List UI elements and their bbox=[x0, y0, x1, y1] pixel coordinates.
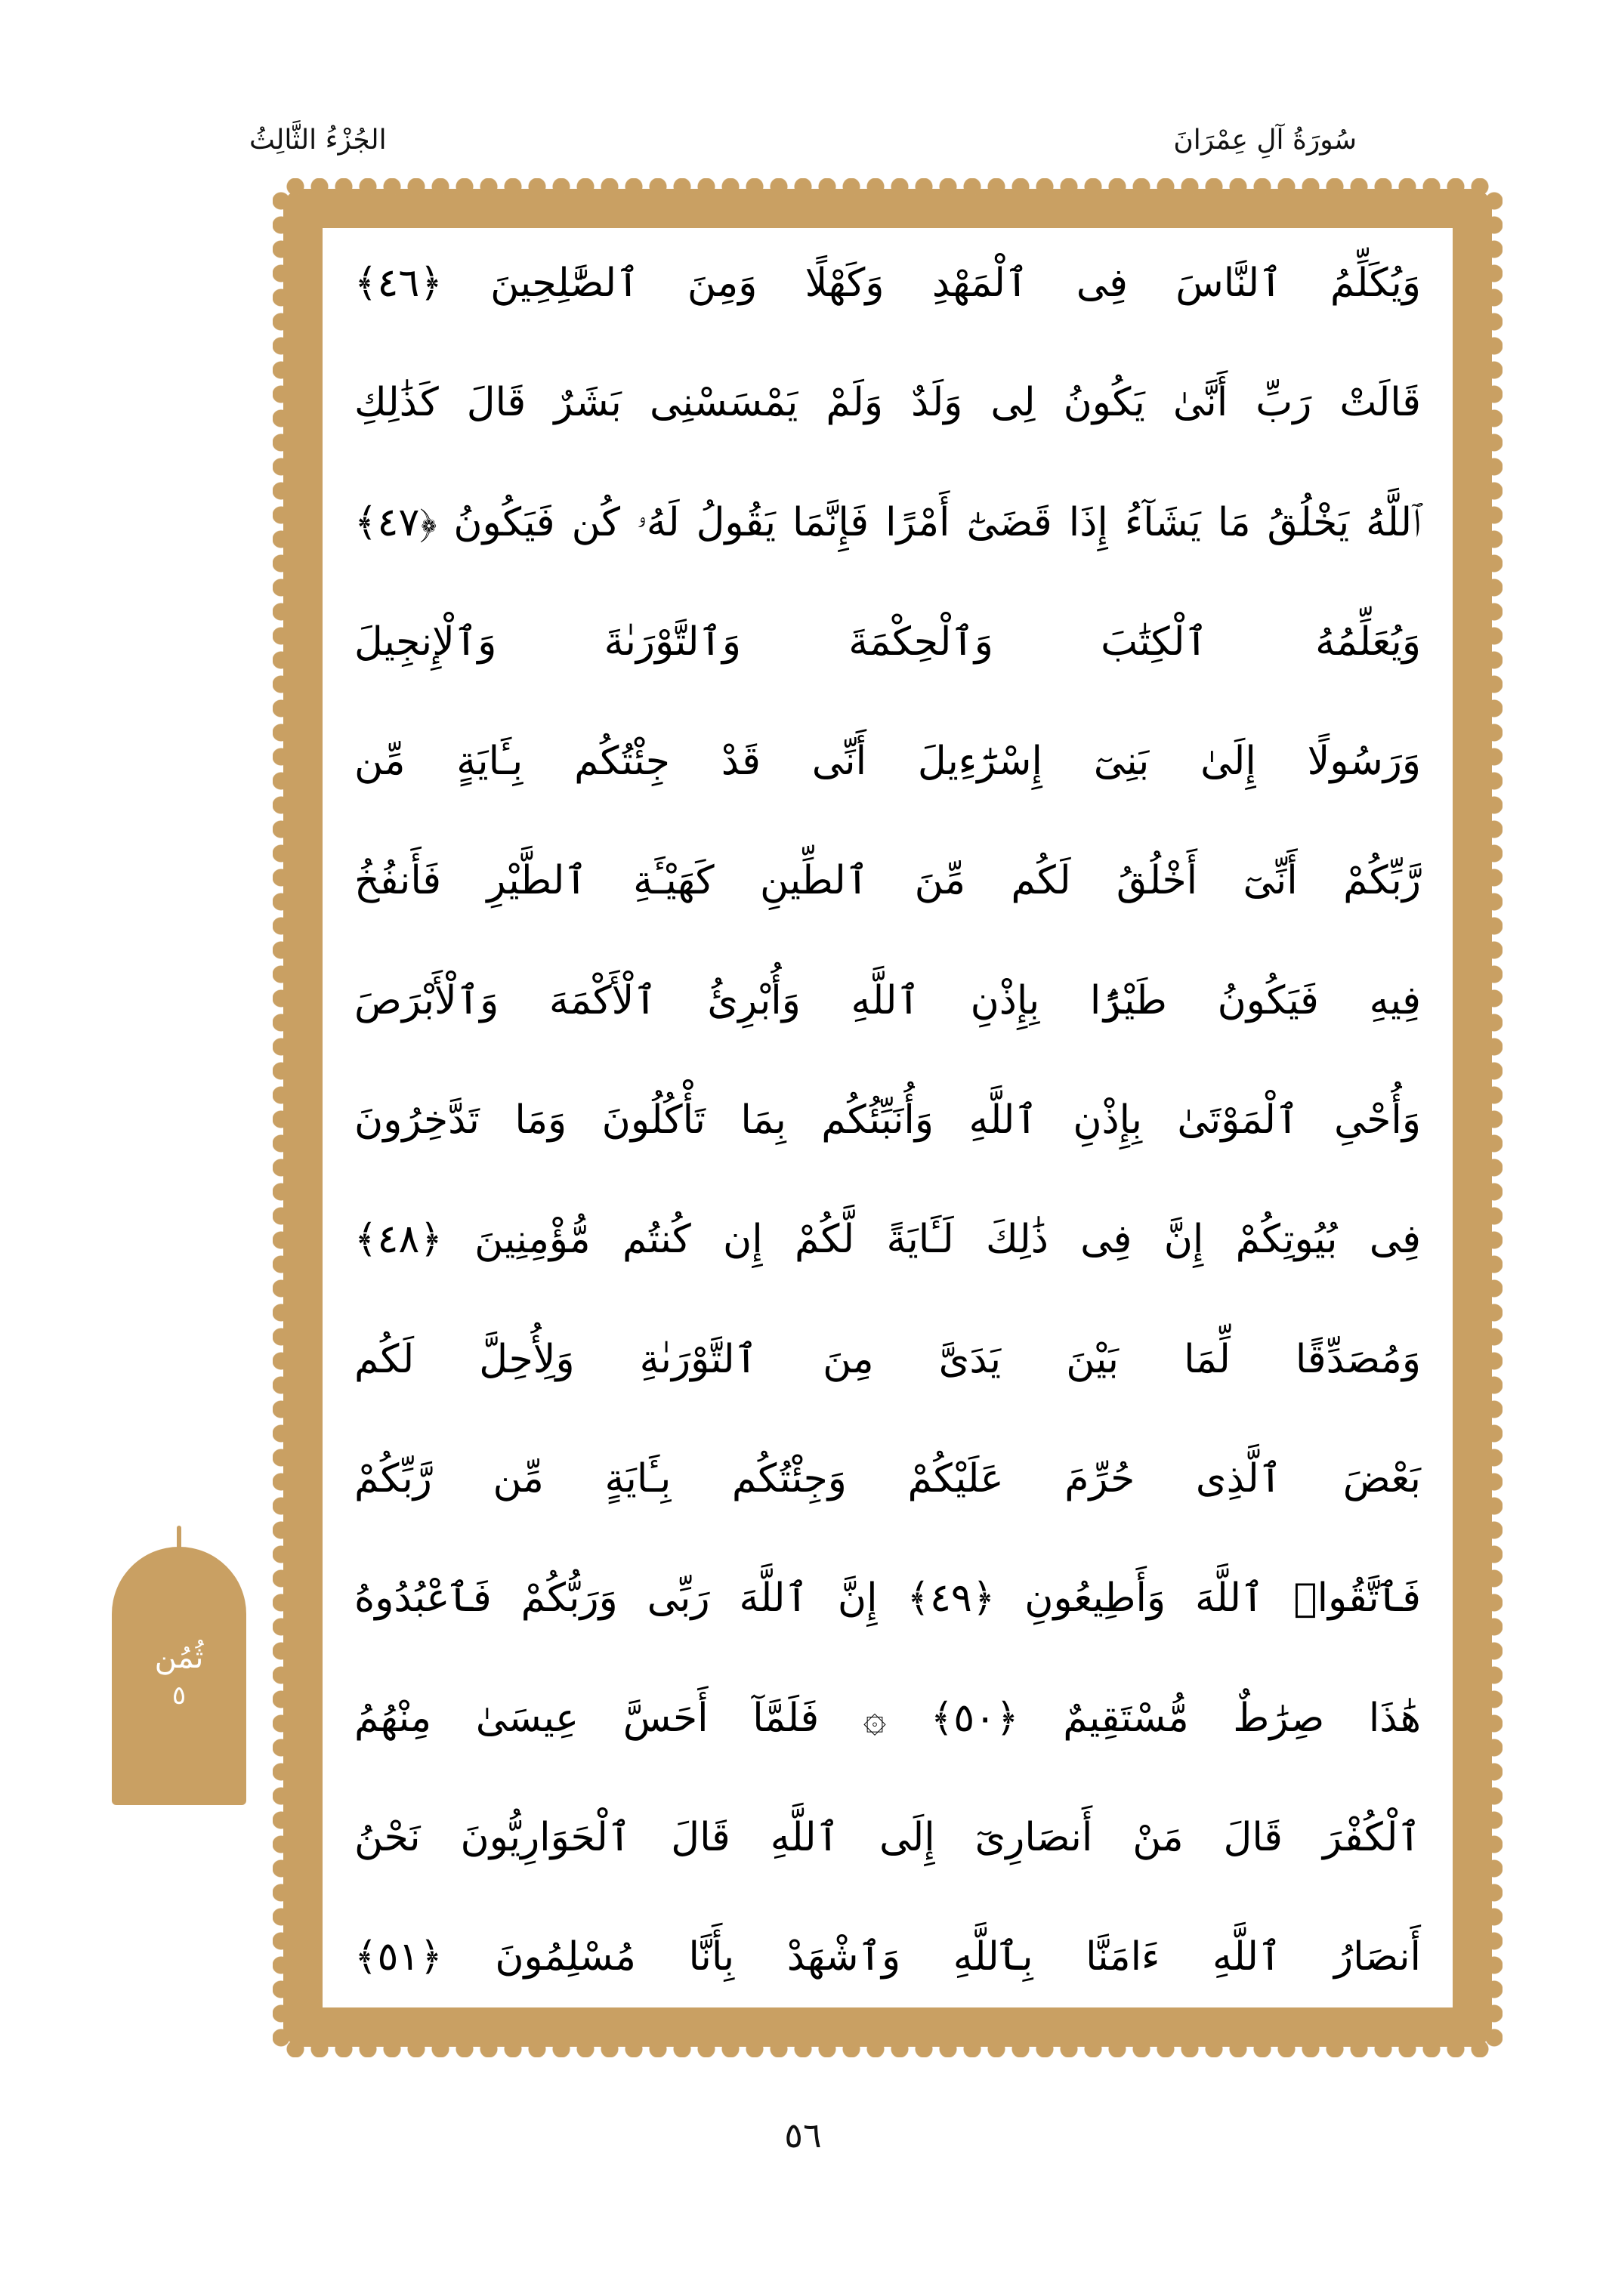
quran-line: بَعْضَ ٱلَّذِى حُرِّمَ عَلَيْكُمْ وَجِئْتُكُم بِـَٔايَةٍ مِّن رَّبِّكُمْ bbox=[354, 1455, 1421, 1501]
frame-scallop-left bbox=[273, 189, 289, 2047]
quran-line: وَيُكَلِّمُ ٱلنَّاسَ فِى ٱلْمَهْدِ وَكَهْلًا وَمِنَ ٱلصَّٰلِحِينَ ﴿٤٦﴾ bbox=[354, 261, 1421, 306]
quran-line: قَالَتْ رَبِّ أَنَّىٰ يَكُونُ لِى وَلَدٌ وَلَمْ يَمْسَسْنِى بَشَرٌ قَالَ كَذَٰلِكِ bbox=[354, 380, 1421, 426]
quran-line: وَمُصَدِّقًا لِّمَا بَيْنَ يَدَىَّ مِنَ ٱلتَّوْرَىٰةِ وَلِأُحِلَّ لَكُم bbox=[354, 1336, 1421, 1382]
juz-label: الجُزْءُ الثَّالِثُ bbox=[249, 124, 387, 156]
ornamental-frame bbox=[283, 189, 1492, 2047]
quran-line: رَّبِّكُمْ أَنِّىٓ أَخْلُقُ لَكُم مِّنَ ٱلطِّينِ كَهَيْـَٔةِ ٱلطَّيْرِ فَأَنفُخُ bbox=[354, 858, 1421, 904]
frame-scallop-top bbox=[283, 178, 1492, 195]
quran-line: أَنصَارُ ٱللَّهِ ءَامَنَّا بِٱللَّهِ وَٱشْهَدْ بِأَنَّا مُسْلِمُونَ ﴿٥١﴾ bbox=[354, 1934, 1421, 1980]
quran-line: ٱلْكُفْرَ قَالَ مَنْ أَنصَارِىٓ إِلَى ٱللَّهِ قَالَ ٱلْحَوَارِيُّونَ نَحْنُ bbox=[354, 1814, 1421, 1860]
thumn-number: ٥ bbox=[171, 1680, 187, 1711]
frame-scallop-bottom bbox=[283, 2041, 1492, 2057]
quran-line: هَٰذَا صِرَٰطٌ مُّسْتَقِيمٌ ﴿٥٠﴾ ۞ فَلَمَّآ أَحَسَّ عِيسَىٰ مِنْهُمُ bbox=[354, 1695, 1421, 1741]
frame-scallop-right bbox=[1486, 189, 1503, 2047]
quran-line: فِى بُيُوتِكُمْ إِنَّ فِى ذَٰلِكَ لَـَٔايَةً لَّكُمْ إِن كُنتُم مُّؤْمِنِينَ ﴿٤٨﴾ bbox=[354, 1217, 1421, 1263]
frame-inner bbox=[323, 228, 1453, 2007]
thumn-marker bbox=[112, 1526, 246, 1805]
quran-text-block bbox=[344, 236, 1432, 2000]
thumn-label: ثُمُن bbox=[154, 1640, 204, 1675]
thumn-label-group bbox=[112, 1639, 246, 1712]
quran-line: وَرَسُولًا إِلَىٰ بَنِىٓ إِسْرَٰٓءِيلَ أَنِّى قَدْ جِئْتُكُم بِـَٔايَةٍ مِّن bbox=[354, 739, 1421, 785]
quran-line: فَٱتَّقُوا۟ ٱللَّهَ وَأَطِيعُونِ ﴿٤٩﴾ إِنَّ ٱللَّهَ رَبِّى وَرَبُّكُمْ فَٱعْبُدُوهُ bbox=[354, 1575, 1422, 1622]
page-header bbox=[249, 113, 1357, 166]
quran-line: ٱللَّهُ يَخْلُقُ مَا يَشَآءُ إِذَا قَضَىٰٓ أَمْرًا فَإِنَّمَا يَقُولُ لَهُۥ كُن فَيَكُونُ ﴿٤٧﴾ bbox=[354, 499, 1421, 545]
page-number: ٥٦ bbox=[784, 2115, 822, 2156]
quran-line: وَيُعَلِّمُهُ ٱلْكِتَٰبَ وَٱلْحِكْمَةَ وَٱلتَّوْرَىٰةَ وَٱلْإِنجِيلَ bbox=[354, 619, 1421, 665]
quran-line: وَأُحْىِ ٱلْمَوْتَىٰ بِإِذْنِ ٱللَّهِ وَأُنَبِّئُكُم بِمَا تَأْكُلُونَ وَمَا تَدَّخِرُونَ bbox=[354, 1097, 1421, 1143]
quran-line: فِيهِ فَيَكُونُ طَيْرًۢا بِإِذْنِ ٱللَّهِ وَأُبْرِئُ ٱلْأَكْمَهَ وَٱلْأَبْرَصَ bbox=[354, 977, 1421, 1023]
surah-label: سُورَةُ آلِ عِمْرَانَ bbox=[1173, 124, 1357, 156]
